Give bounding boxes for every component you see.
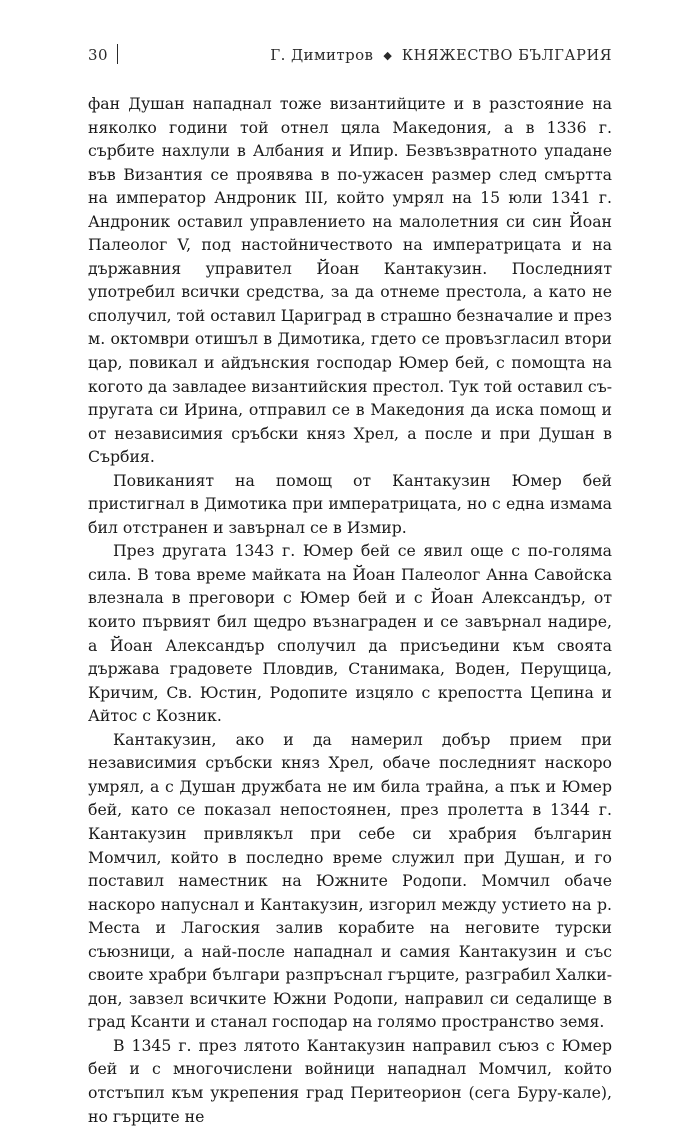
paragraph-3: През другата 1343 г. Юмер бей се явил още с по-голяма сила. В това време майката на Йоан Палеолог Анна Савойска влезнала в преговори с Юмер бей и с Йоан Александър, от които първият бил щедро възнаграден и се завърнал надире, а Йоан Александър сполучил да присъедини към своята държава градовете Пловдив, Станимака, Воден, Перущица, Кричим, Св. Юстин, Родопите изцяло с крепостта Цепина и Айтос с Козник. <box>88 541 612 726</box>
header-book-title: КНЯЖЕСТВО БЪЛГАРИЯ <box>401 48 612 64</box>
paragraph-1: фан Душан нападнал тоже византийците и в разстояние на няколко години той отнел цяла Македония, а в 1336 г. сърбите нахлули в Албания и Ипир. Безвъзвратното упадане във Византия се проявява в по-ужасен размер след смъртта на император Андроник III, който умрял на 15 юли 1341 г. Андроник оставил управлението на малолетния си син Йоан Палеолог V, под настойничеството на императрицата и на държавния управител Йоан Кантакузин. Последният употребил всички средства, за да отнеме престола, а като не сполучил, той оставил Цариград в страшно безначалие и през м. октомври отишъл в Димотика, гдето се провъзгласил втори цар, повикал и айдънския господар Юмер бей, с помощта на когото да завладее византийския престол. Тук той оставил съпругата си Ирина, отправил се в Македония да иска помощ и от независимия сръбски княз Хрел, а после и при Душан в Сърбия. <box>88 94 612 467</box>
paragraph-5: В 1345 г. през лятото Кантакузин направил съюз с Юмер бей и с многочислени войници нападнал Момчил, който отстъпил към укрепения град Перитеорион (сега Буру-кале), но гърците не <box>88 1035 612 1126</box>
header-right <box>270 44 612 68</box>
header-author: Г. Димитров <box>270 46 374 64</box>
paragraph-2: Повиканият на помощ от Кантакузин Юмер бей пристигнал в Димотика при императрицата, но с една измама бил отстранен и завърнал се в Измир. <box>88 470 612 537</box>
page-number: 30 <box>88 46 109 64</box>
body-text <box>88 92 612 1128</box>
diamond-icon: ◆ <box>383 49 392 62</box>
header-vertical-rule <box>117 44 118 64</box>
running-header <box>88 44 612 68</box>
paragraph-4: Кантакузин, ако и да намерил добър прием при независимия сръбски княз Хрел, обаче последният наскоро умрял, а с Душан дружбата не им била трайна, а пък и Юмер бей, като се показал непостоянен, през пролетта в 1344 г. Кантакузин привлякъл при себе си храбрия българин Момчил, който в последно време служил при Душан, и го поставил наместник на Южните Родопи. Момчил обаче наскоро напуснал и Кантакузин, изгорил между устието на р. Места и Лагоския залив корабите на неговите турски съюзници, а най-после нападнал и самия Кантакузин и със своите храбри българи разпръснал гърците, разграбил Халкидон, завзел всичките Южни Родопи, направил си седалище в град Ксанти и станал господар на голямо пространство земя. <box>88 729 612 1032</box>
